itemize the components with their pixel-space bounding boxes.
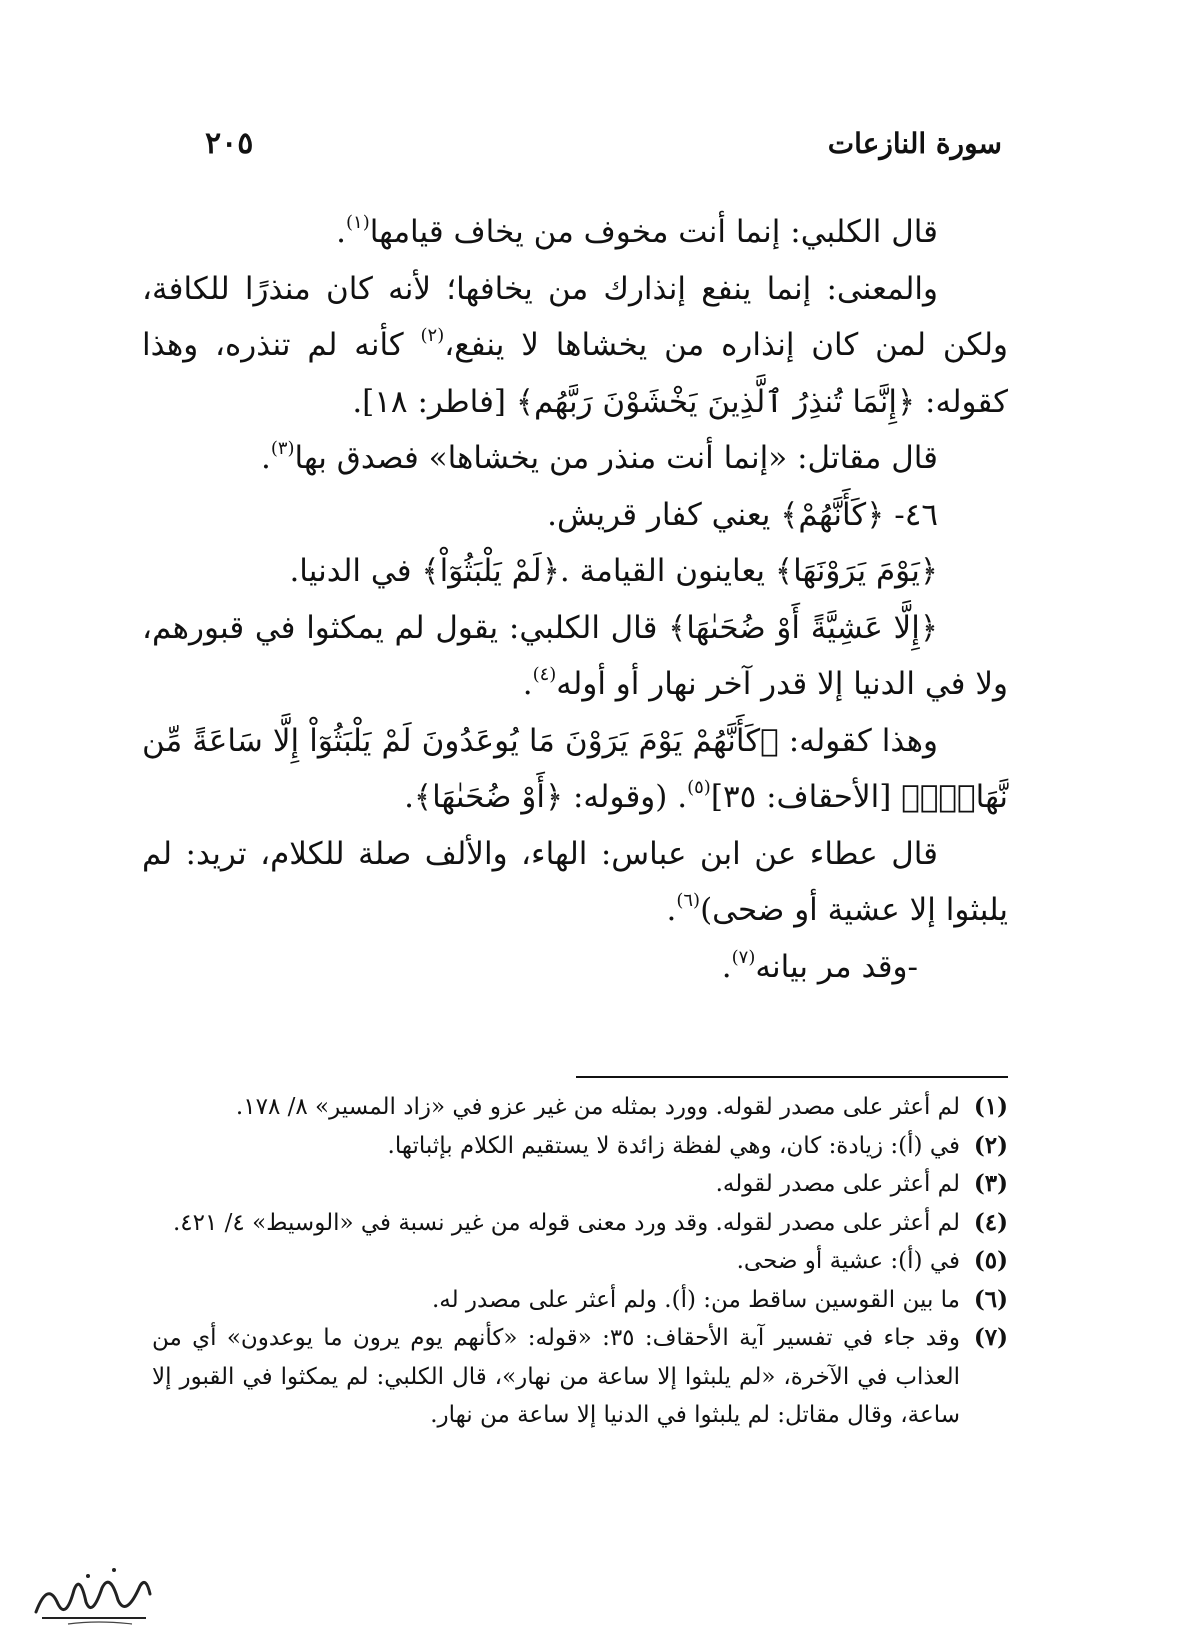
footnote-number: (١) (973, 1093, 1008, 1120)
paragraph-text: . (وقوله: (563, 779, 688, 815)
paragraph-2 (142, 261, 1008, 431)
footnote-ref: (٣) (270, 438, 295, 459)
paragraph-text: قال مقاتل: «إنما أنت منذر من يخشاها» فصدق بها (294, 440, 938, 476)
footnote-ref: (٥) (687, 777, 711, 798)
main-text (142, 204, 1008, 995)
page-header (205, 118, 1002, 168)
surah-reference: [الأحقاف: ٣٥] (710, 779, 902, 815)
paragraph-6 (142, 600, 1008, 713)
footnote-divider (576, 1076, 1008, 1078)
paragraph-end: . (666, 892, 677, 928)
paragraph-end: . (260, 440, 271, 476)
publisher-logo-icon (28, 1560, 158, 1630)
footnote-ref: (٤) (532, 664, 557, 685)
footnote-text: وقد جاء في تفسير آية الأحقاف: ٣٥: «قوله: «كأنهم يوم يرون ما يوعدون» أي من العذاب في الآخرة، «لم يلبثوا إلا ساعة من نهار»، قال الكلبي: لم يمكثوا في القبور إلا ساعة، وقال مقاتل: لم يلبثوا في الدنيا إلا ساعة من نهار. (152, 1325, 960, 1428)
footnote-text: ما بين القوسين ساقط من: (أ). ولم أعثر على مصدر له. (431, 1286, 960, 1313)
paragraph-end: . (721, 948, 732, 985)
footnote-item (152, 1127, 1008, 1166)
footnote-number: (٣) (973, 1170, 1008, 1197)
paragraph-end: . (336, 214, 346, 250)
running-title: سورة النازعات (827, 126, 1002, 160)
footnote-text: لم أعثر على مصدر لقوله. وورد بمثله من غير عزو في «زاد المسير» ٨/ ١٧٨. (235, 1094, 960, 1120)
paragraph-end: . (404, 779, 414, 815)
footnote-item (152, 1242, 1008, 1281)
paragraph-9 (142, 939, 1008, 996)
footnote-text: لم أعثر على مصدر لقوله. وقد ورد معنى قوله من غير نسبة في «الوسيط» ٤/ ٤٢١. (172, 1209, 960, 1236)
footnote-text: في (أ): عشية أو ضحى. (736, 1248, 960, 1274)
footnote-ref: (٧) (731, 946, 756, 968)
quran-quote: ﴿أَوْ ضُحَىٰهَا﴾ (413, 779, 564, 815)
paragraph-text: يعني كفار قريش. (547, 496, 781, 533)
footnote-text: لم أعثر على مصدر لقوله. (715, 1171, 960, 1197)
footnote-number: (٢) (973, 1131, 1008, 1159)
verse-number: ٤٦- (894, 496, 938, 533)
quran-quote: ﴿كَأَنَّهُمْ يَوْمَ يَرَوْنَ مَا يُوعَدُونَ لَمْ يَلْبَثُوٓاْ إِلَّا سَاعَةً مِّن نَّهَارٍۭ﴾ (142, 722, 1008, 815)
paragraph-text: -وقد مر بيانه (755, 948, 918, 985)
footnote-item (152, 1088, 1008, 1127)
footnote-ref: (١) (345, 212, 370, 233)
page-number: ٢٠٥ (205, 125, 254, 161)
footnote-number: (٤) (973, 1208, 1008, 1236)
footnote-number: (٧) (973, 1324, 1008, 1351)
quran-quote: ﴿يَوْمَ يَرَوْنَهَا﴾ (774, 553, 938, 589)
paragraph-text: كأنه لم تنذره، وهذا كقوله: (142, 327, 1008, 420)
footnote-item (152, 1204, 1008, 1243)
paragraph-text: وهذا كقوله: (778, 722, 938, 759)
footnote-ref: (٦) (676, 890, 701, 911)
footnote-text: في (أ): زيادة: كان، وهي لفظة زائدة لا يستقيم الكلام بإثباتها. (387, 1132, 960, 1159)
quran-quote: ﴿لَمْ يَلْبَثُوٓاْ﴾ (421, 553, 560, 589)
footnote-item (152, 1319, 1008, 1435)
quran-quote: ﴿إِلَّا عَشِيَّةً أَوْ ضُحَىٰهَا﴾ (668, 609, 938, 646)
paragraph-8 (142, 826, 1008, 939)
footnotes (152, 1088, 1008, 1435)
quran-quote: ﴿كَأَنَّهُمْ﴾ (780, 496, 895, 533)
footnote-ref: (٢) (420, 325, 445, 346)
paragraph-7 (142, 713, 1008, 826)
paragraph-text: والمعنى: إنما ينفع إنذارك من يخافها؛ لأنه كان منذرًا للكافة، ولكن لمن كان إنذاره من يخشاها لا ينفع، (142, 270, 1008, 363)
footnote-number: (٦) (973, 1285, 1008, 1313)
paragraph-5 (142, 543, 1008, 600)
paragraph-text: قال الكلبي: يقول لم يمكثوا في قبورهم، ولا في الدنيا إلا قدر آخر نهار أو أوله (142, 609, 1008, 702)
quran-quote: ﴿إِنَّمَا تُنذِرُ ٱلَّذِينَ يَخْشَوْنَ رَبَّهُم﴾ (515, 383, 916, 420)
paragraph-text: قال الكلبي: إنما أنت مخوف من يخاف قيامها (369, 214, 938, 250)
paragraph-text: في الدنيا. (289, 553, 422, 589)
paragraph-text: يعاينون القيامة . (559, 553, 775, 589)
surah-reference: [فاطر: ١٨]. (352, 383, 516, 420)
footnote-item (152, 1165, 1008, 1204)
paragraph-4 (142, 487, 1008, 544)
footnote-number: (٥) (973, 1247, 1008, 1274)
paragraph-1 (142, 204, 1008, 261)
paragraph-3 (142, 430, 1008, 487)
paragraph-text: قال عطاء عن ابن عباس: الهاء، والألف صلة للكلام، تريد: لم يلبثوا إلا عشية أو ضحى) (142, 835, 1008, 928)
footnote-item (152, 1281, 1008, 1320)
paragraph-end: . (522, 666, 533, 702)
